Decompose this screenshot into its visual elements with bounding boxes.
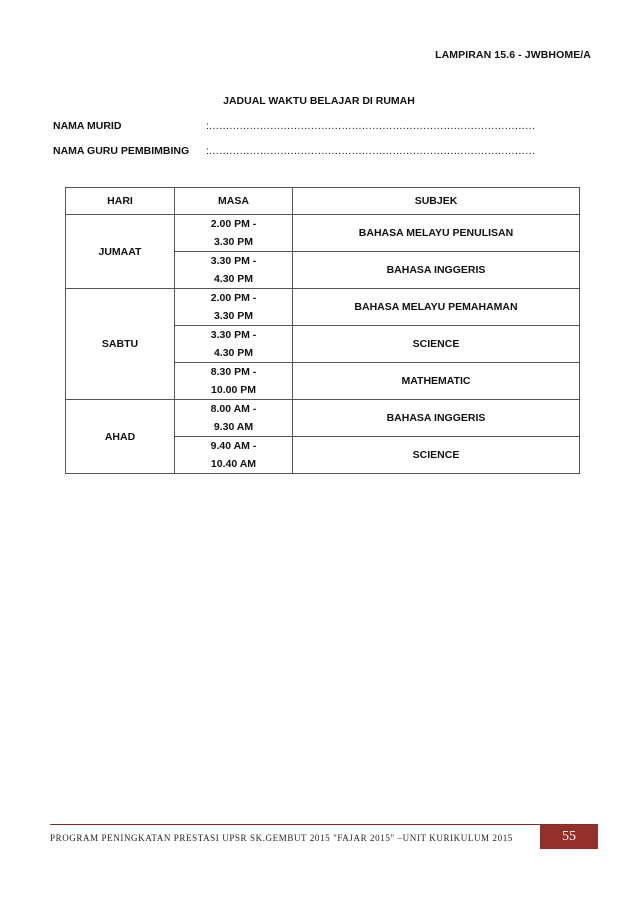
time-end: 4.30 PM [213,347,254,359]
header-subjek: SUBJEK [293,188,580,215]
nama-murid-label: NAMA MURID [53,120,122,132]
subject-cell: BAHASA MELAYU PEMAHAMAN [293,289,580,326]
time-start: 8.30 PM - [210,366,257,378]
time-start: 2.00 PM - [210,218,257,230]
time-start: 9.40 AM - [210,440,257,452]
header-hari: HARI [66,188,175,215]
subject-cell: SCIENCE [293,437,580,474]
timetable [65,187,580,474]
time-end: 10.00 PM [211,384,256,396]
time-end: 9.30 AM [213,421,254,433]
document-title: JADUAL WAKTU BELAJAR DI RUMAH [223,95,415,107]
header-masa: MASA [175,188,293,215]
subject-cell: MATHEMATIC [293,363,580,400]
subject-cell: BAHASA INGGERIS [293,400,580,437]
time-cell [175,215,293,252]
table-row [66,400,580,437]
time-cell [175,363,293,400]
time-start: 8.00 AM - [210,403,257,415]
subject-cell: SCIENCE [293,326,580,363]
day-cell-ahad: AHAD [66,400,175,474]
day-cell-sabtu: SABTU [66,289,175,400]
time-end: 3.30 PM [213,236,254,248]
time-start: 3.30 PM - [210,329,257,341]
time-start: 2.00 PM - [210,292,257,304]
subject-cell: BAHASA MELAYU PENULISAN [293,215,580,252]
footer-text: PROGRAM PENINGKATAN PRESTASI UPSR SK.GEMBUT 2015 "FAJAR 2015" –UNIT KURIKULUM 2015 [50,833,513,843]
time-end: 4.30 PM [213,273,254,285]
table-row [66,289,580,326]
time-cell [175,400,293,437]
page-number: 55 [540,825,598,849]
table-row [66,215,580,252]
nama-guru-blank: :…………………………………………………………………………………… [206,145,536,157]
day-cell-jumaat: JUMAAT [66,215,175,289]
time-end: 10.40 AM [210,458,257,470]
time-cell [175,437,293,474]
footer-divider [50,824,598,825]
time-cell [175,252,293,289]
subject-cell: BAHASA INGGERIS [293,252,580,289]
time-cell [175,289,293,326]
nama-murid-row [53,120,535,132]
time-start: 3.30 PM - [210,255,257,267]
nama-guru-label: NAMA GURU PEMBIMBING [53,145,190,157]
lampiran-reference: LAMPIRAN 15.6 - JWBHOME/A [435,49,591,61]
time-end: 3.30 PM [213,310,254,322]
timetable-header-row [66,188,580,215]
nama-murid-blank: :…………………………………………………………………………………… [206,120,536,132]
time-cell [175,326,293,363]
nama-guru-row [53,145,535,157]
